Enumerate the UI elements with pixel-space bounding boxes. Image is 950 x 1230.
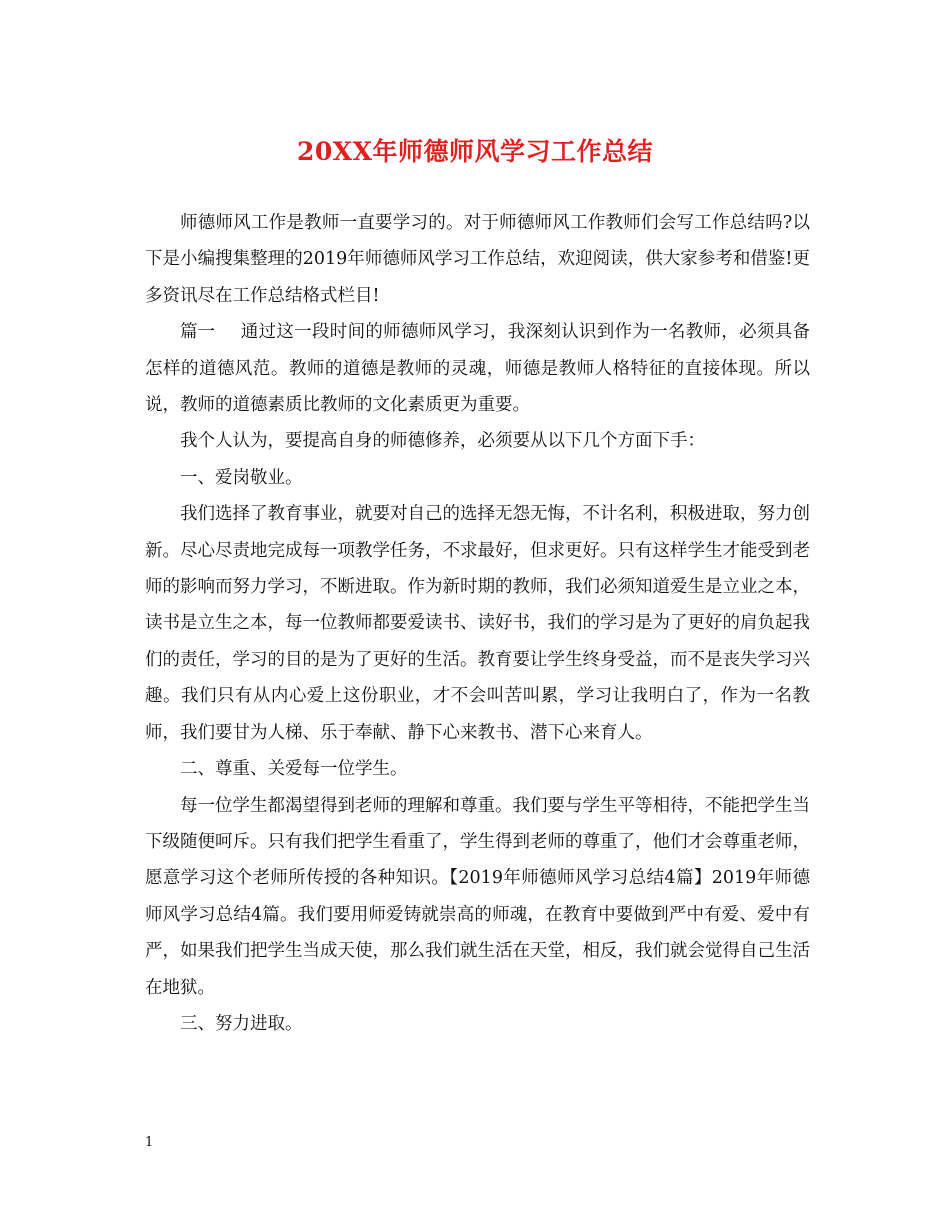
paragraph-focus-intro: 我个人认为，要提高自身的师德修养，必须要从以下几个方面下手：: [180, 431, 705, 452]
section-heading-1: 一、爱岗敬业。: [180, 467, 303, 488]
section-heading-2: 二、尊重、关爱每一位学生。: [180, 759, 408, 780]
page-number: 1: [145, 1135, 154, 1150]
paragraph-dedication: 我们选择了教育事业，就要对自己的选择无怨无悔，不计名利，积极进取，努力创新。尽心尽责地完成每一项教学任务，不求最好，但求更好。只有这样学生才能受到老师的影响而努力学习，不断进取。作为新时期的教师，我们必须知道爱生是立业之本，读书是立生之本，每一位教师都要爱读书、读好书，我们的学习是为了更好的肩负起我们的责任，学习的目的是为了更好的生活。教育要让学生终身受益，而不是丧失学习兴趣。我们只有从内心爱上这份职业，才不会叫苦叫累，学习让我明白了，作为一名教师，我们要甘为人梯、乐于奉献、静下心来教书、潜下心来育人。: [145, 504, 810, 743]
part-label: 篇一: [180, 322, 215, 343]
document-title: 20XX年师德师风学习工作总结: [296, 137, 654, 166]
document-body: [145, 205, 810, 1042]
intro-paragraph: 师德师风工作是教师一直要学习的。对于师德师风工作教师们会写工作总结吗?以下是小编搜集整理的2019年师德师风学习工作总结，欢迎阅读，供大家参考和借鉴!更多资讯尽在工作总结格式栏目!: [145, 213, 810, 306]
part-one-paragraph: [145, 314, 810, 423]
part-one-text: 通过这一段时间的师德师风学习，我深刻认识到作为一名教师，必须具备怎样的道德风范。教师的道德是教师的灵魂，师德是教师人格特征的直接体现。所以说，教师的道德素质比教师的文化素质更为重要。: [145, 322, 810, 416]
section-heading-3: 三、努力进取。: [180, 1013, 303, 1034]
paragraph-respect: 每一位学生都渴望得到老师的理解和尊重。我们要与学生平等相待，不能把学生当下级随便呵斥。只有我们把学生看重了，学生得到老师的尊重了，他们才会尊重老师，愿意学习这个老师所传授的各种知识。【2019年师德师风学习总结4篇】2019年师德师风学习总结4篇。我们要用师爱铸就崇高的师魂，在教育中要做到严中有爱、爱中有严，如果我们把学生当成天使，那么我们就生活在天堂，相反，我们就会觉得自己生活在地狱。: [145, 795, 810, 998]
